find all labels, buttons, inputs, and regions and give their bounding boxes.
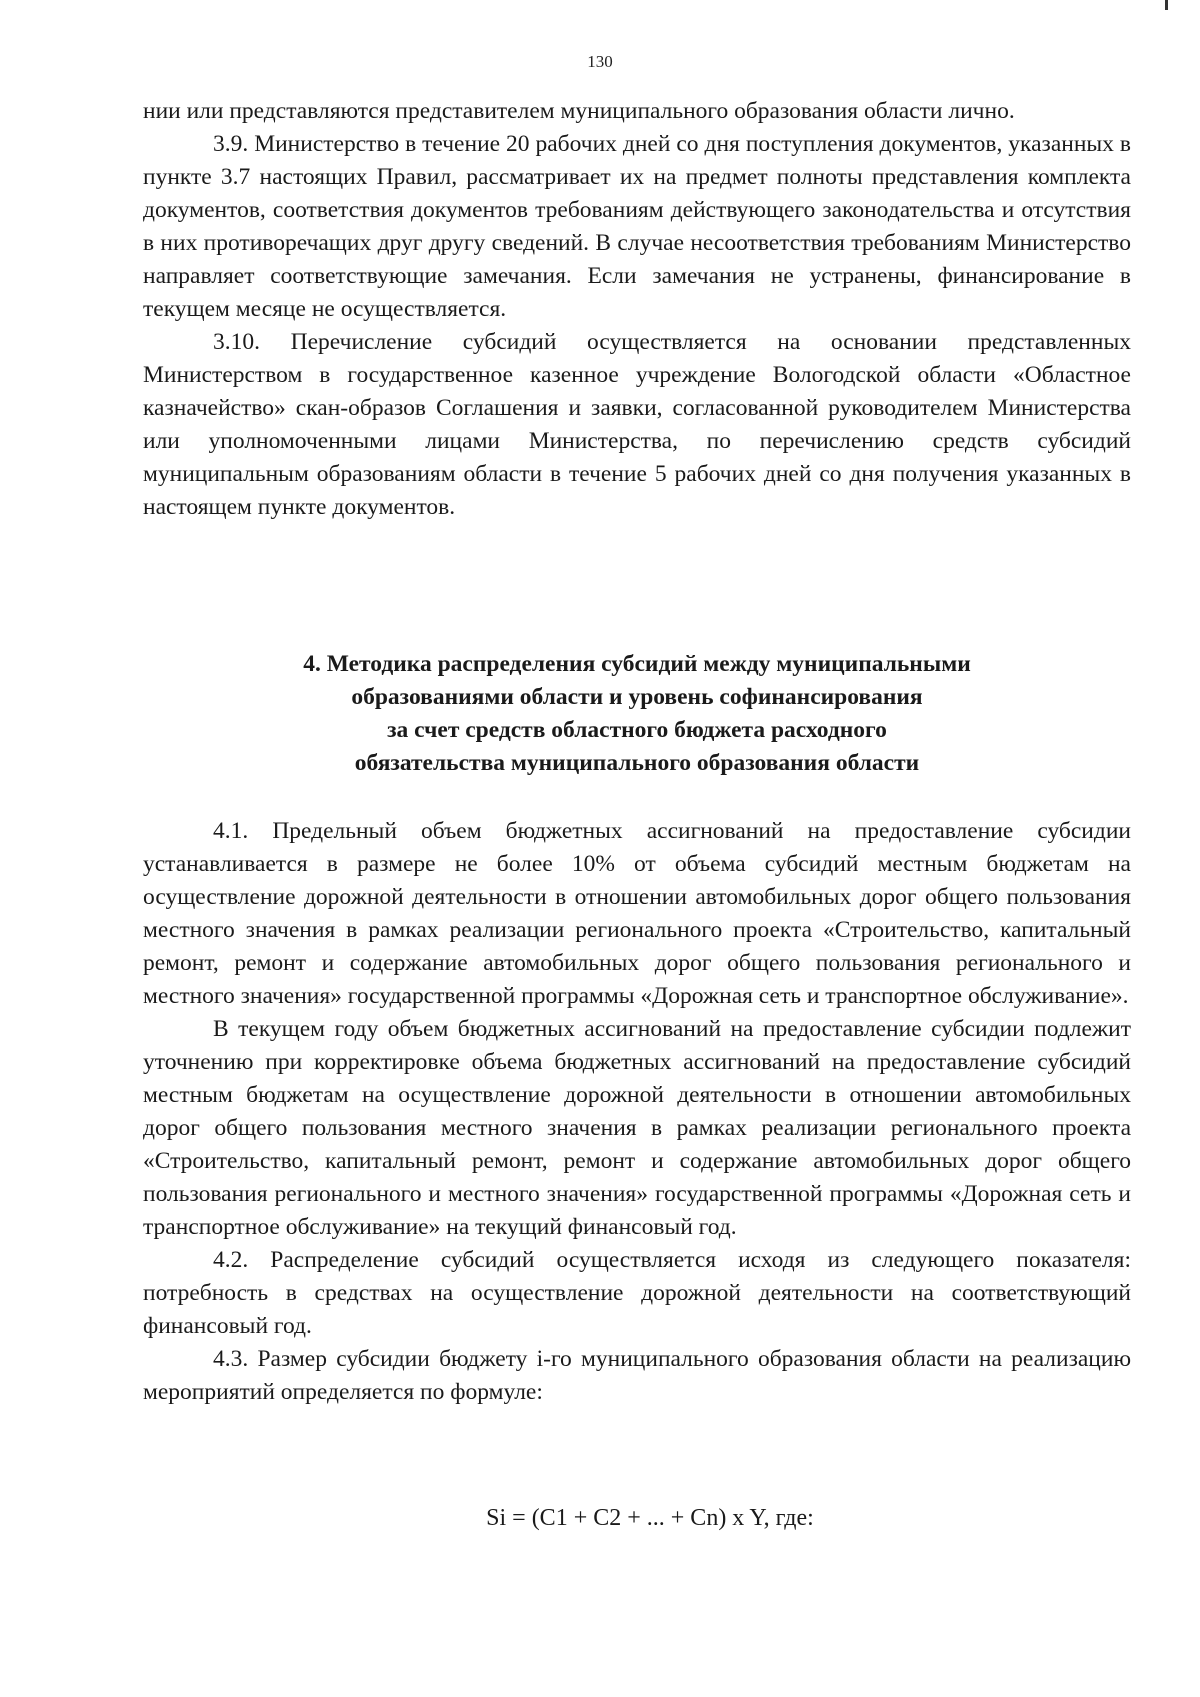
heading-line: образованиями области и уровень софинансирования [351,684,923,710]
paragraph-4-1: 4.1. Предельный объем бюджетных ассигнований на предоставление субсидии устанавливается в размере не более 10% от объема субсидий местным бюджетам на осуществление дорожной деятельности в отношении автомобильных дорог общего пользования местного значения в рамках реализации регионального проекта «Строительство, капитальный ремонт, ремонт и содержание автомобильных дорог общего пользования регионального и местного значения» государственной программы «Дорожная сеть и транспортное обслуживание». [143,818,1131,1009]
section-4-text-block [143,815,1131,1409]
paragraph-3-9: 3.9. Министерство в течение 20 рабочих дней со дня поступления документов, указанных в пункте 3.7 настоящих Правил, рассматривает их на предмет полноты представления комплекта документов, соответствия документов требованиям действующего законодательства и отсутствия в них противоречащих друг другу сведений. В случае несоответствия требованиям Министерство направляет соответствующие замечания. Если замечания не устранены, финансирование в текущем месяце не осуществляется. [143,131,1131,322]
subsidy-formula: Si = (C1 + C2 + ... + Cn) x Y, где: [486,1505,814,1531]
paragraph-current-year: В текущем году объем бюджетных ассигнований на предоставление субсидии подлежит уточнению при корректировке объема бюджетных ассигнований на предоставление субсидий местным бюджетам на осуществление дорожной деятельности в отношении автомобильных дорог общего пользования местного значения в рамках реализации регионального проекта «Строительство, капитальный ремонт, ремонт и содержание автомобильных дорог общего пользования регионального и местного значения» государственной программы «Дорожная сеть и транспортное обслуживание» на текущий финансовый год. [143,1016,1131,1240]
paragraph-4-3: 4.3. Размер субсидии бюджету i-го муниципального образования области на реализацию мероприятий определяется по формуле: [143,1346,1131,1405]
page-number: 130 [587,52,613,71]
paragraph-3-10: 3.10. Перечисление субсидий осуществляется на основании представленных Министерством в государственное казенное учреждение Вологодской области «Областное казначейство» скан-образов Соглашения и заявки, согласованной руководителем Министерства или уполномоченными лицами Министерства, по перечислению средств субсидий муниципальным образованиям области в течение 5 рабочих дней со дня получения указанных в настоящем пункте документов. [143,329,1131,520]
top-text-block [143,95,1131,524]
heading-line: обязательства муниципального образования области [354,750,920,776]
heading-line: за счет средств областного бюджета расходного [387,717,887,743]
section-4-heading [143,648,1131,780]
paragraph-4-2: 4.2. Распределение субсидий осуществляется исходя из следующего показателя: потребность в средствах на осуществление дорожной деятельности на соответствующий финансовый год. [143,1247,1131,1339]
paragraph-continuation: нии или представляются представителем муниципального образования области лично. [143,98,1015,124]
heading-line: 4. Методика распределения субсидий между муниципальными [303,651,971,677]
scan-edge-mark [1165,0,1168,10]
